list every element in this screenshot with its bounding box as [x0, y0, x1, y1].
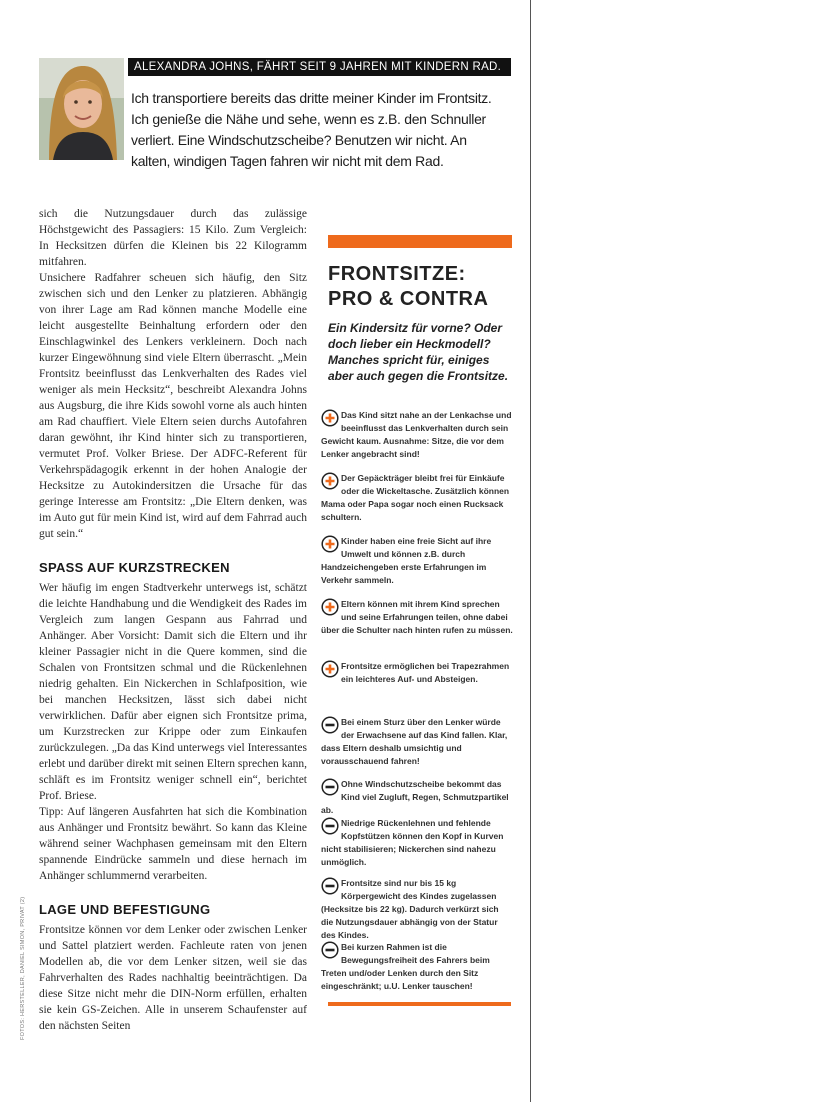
article-paragraph: Wer häufig im engen Stadtverkehr unterwegs ist, schätzt die leichte Handhabung und die Wendigkeit des Rades im Vergleich zum langen Gespann aus Fahrrad und Anhänger. Aber Vorsicht: Damit sich die Eltern und ihr kleiner Passagier nicht in die Quere kommen, sind die Schalen von Frontsitzen schmal und die Rückenlehnen niedrig gehalten. Ein Nickerchen in Schlafposition, wie bei manchen Hecksitzen, lässt sich dabei nicht verwirklichen. Dafür aber eignen sich Frontsitze prima, um Kurzstrecken zur Krippe oder zum Einkaufen zurückzulegen. „Da das Kind unterwegs viel Interessantes erlebt und darüber direkt mit seinen Eltern sprechen kann, schläft es im Frontsitz weniger schnell ein“, berichtet Prof. Briese. [39, 582, 307, 802]
minus-circle-icon [321, 877, 339, 895]
contra-item [321, 817, 513, 869]
article-paragraph: Tipp: Auf längeren Ausfahrten hat sich die Kombination aus Anhänger und Frontsitz bewährt. So kann das Kleine während seiner Wachphasen gemeinsam mit den Eltern spannende Eindrücke sammeln und diese hernach im Anhänger schlummernd verarbeiten. [39, 806, 307, 882]
quote-name-bar: ALEXANDRA JOHNS, FÄHRT SEIT 9 JAHREN MIT KINDERN RAD. [128, 58, 511, 76]
pro-item [321, 598, 513, 637]
sidebar-bottom-rule [328, 1002, 511, 1006]
contra-text: Niedrige Rückenlehnen und fehlende Kopfstützen können den Kopf in Kurven nicht stabilisieren; Nickerchen sind nahezu unmöglich. [321, 818, 504, 867]
plus-circle-icon [321, 472, 339, 490]
contra-text: Bei einem Sturz über den Lenker würde der Erwachsene auf das Kind fallen. Klar, dass Eltern deshalb umsichtig und vorausschauend fahren! [321, 717, 508, 766]
contra-item [321, 778, 513, 817]
sidebar-title-line: FRONTSITZE: [328, 263, 466, 285]
plus-circle-icon [321, 598, 339, 616]
article-paragraph: Frontsitze können vor dem Lenker oder zwischen Lenker und Sattel platziert werden. Fachleute raten von jenen Modellen ab, die vor dem Lenker sitzen, weil sie das Fahrverhalten des Rades nachhaltig beeinträchtigen. Da diese Sitze nicht mehr die DIN-Norm erfüllen, erhalten sie kein GS-Zeichen. Alle in unserem Schaufenster auf den nächsten Seiten [39, 924, 307, 1032]
pro-item [321, 535, 513, 587]
article-paragraph: sich die Nutzungsdauer durch das zulässige Höchstgewicht des Passagiers: 15 Kilo. Zum Vergleich: In Hecksitzen dürfen die Kleinen bis 22 Kilogramm mitfahren. [39, 208, 307, 268]
minus-circle-icon [321, 716, 339, 734]
contra-item [321, 877, 513, 942]
pro-item [321, 660, 513, 686]
minus-circle-icon [321, 778, 339, 796]
pro-item [321, 472, 513, 524]
plus-circle-icon [321, 409, 339, 427]
pro-text: Das Kind sitzt nahe an der Lenkachse und beeinflusst das Lenkverhalten durch sein Gewicht kaum. Ausnahme: Sitze, die vor dem Lenker angebracht sind! [321, 410, 512, 459]
sidebar-title-line: PRO & CONTRA [328, 288, 489, 310]
contra-text: Ohne Windschutzscheibe bekommt das Kind viel Zugluft, Regen, Schmutzpartikel ab. [321, 779, 509, 815]
pro-text: Frontsitze ermöglichen bei Trapezrahmen ein leichteres Auf- und Absteigen. [341, 661, 510, 684]
quote-text: Ich transportiere bereits das dritte meiner Kinder im Frontsitz. Ich genieße die Nähe und sehe, wenn es z.B. den Schnuller verliert. Eine Windschutzscheibe? Benutzen wir nicht. An kalten, windigen Tagen fahren wir nicht mit dem Rad. [131, 90, 492, 169]
pro-text: Eltern können mit ihrem Kind sprechen und seine Erfahrungen teilen, ohne dabei über die Schulter nach hinten rufen zu müssen. [321, 599, 513, 635]
sidebar-title [328, 262, 488, 312]
section-heading: SPASS AUF KURZSTRECKEN [39, 560, 230, 575]
plus-circle-icon [321, 535, 339, 553]
portrait-photo [39, 58, 124, 160]
pro-text: Kinder haben eine freie Sicht auf ihre Umwelt und können z.B. durch Handzeichengeben erste Erfahrungen im Verkehr sammeln. [321, 536, 492, 585]
article-column [39, 206, 307, 1034]
contra-text: Bei kurzen Rahmen ist die Bewegungsfreiheit des Fahrers beim Treten und/oder Lenken durch den Sitz eingeschränkt; u.U. Lenker tauschen! [321, 942, 490, 991]
contra-item [321, 716, 513, 768]
contra-item [321, 941, 513, 993]
pro-item [321, 409, 513, 461]
photo-credit: FOTOS: HERSTELLER, DANIEL SIMON, PRIVAT (2) [20, 896, 26, 1040]
minus-circle-icon [321, 941, 339, 959]
sidebar-accent-bar [328, 235, 512, 248]
article-paragraph: Unsichere Radfahrer scheuen sich häufig, den Sitz zwischen sich und den Lenker zu platzieren. Abhängig von ihrer Lage am Rad können manche Modelle eine leicht ausgestellte Beinhaltung erfordern oder den Einschlagwinkel des Lenkers verkleinern. Doch nach kurzer Eingewöhnung sind viele Eltern überrascht. „Mein Frontsitz beeinflusst das Lenkverhalten des Rades viel weniger als mein Hecksitz“, beschreibt Alexandra Johns aus Augsburg, die ihre Kids sowohl vorne als auch hinten am Rad chauffiert. Viele Eltern seien durchs Autofahren daran gewöhnt, ihr Kind hinter sich zu transportieren, vermutet Prof. Volker Briese. Der ADFC-Referent für Verkehrspädagogik erkennt in der hohen Analogie der Hecksitze zu Autokindersitzen die Ursache für das geringe Interesse am Frontsitz: „Die Eltern denken, was im Auto gut für mein Kind ist, wird auf dem Fahrrad auch gut sein.“ [39, 272, 307, 540]
sidebar-subtitle: Ein Kindersitz für vorne? Oder doch lieber ein Heckmodell? Manches spricht für, einiges aber auch gegen die Frontsitze. [328, 321, 509, 383]
portrait-illustration [39, 58, 124, 160]
contra-text: Frontsitze sind nur bis 15 kg Körpergewicht des Kindes zugelassen (Hecksitze bis 22 kg). Dadurch verkürzt sich die Nutzungsdauer abhängig von der Statur des Kindes. [321, 878, 499, 940]
plus-circle-icon [321, 660, 339, 678]
pro-text: Der Gepäckträger bleibt frei für Einkäufe oder die Wickeltasche. Zusätzlich können Mama oder Papa sogar noch einen Rucksack schultern. [321, 473, 510, 522]
column-rule [530, 0, 531, 1102]
section-heading: LAGE UND BEFESTIGUNG [39, 902, 211, 917]
minus-circle-icon [321, 817, 339, 835]
